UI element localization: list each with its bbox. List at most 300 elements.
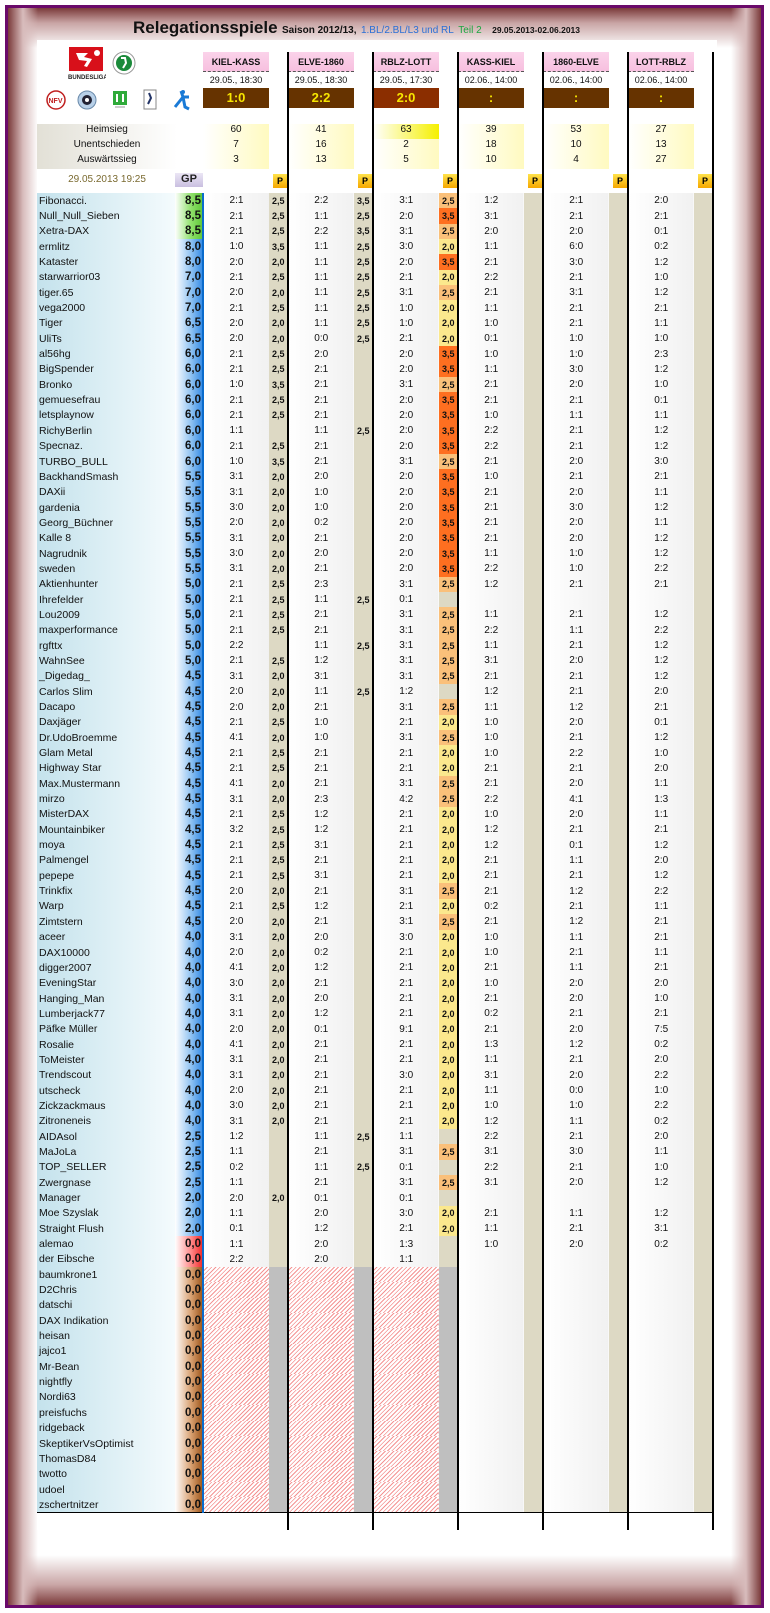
tip-score: 1:1 xyxy=(458,300,524,315)
points-cell xyxy=(609,715,628,730)
tip-score: 2:0 xyxy=(373,500,439,515)
tip-score: 3:0 xyxy=(373,1068,439,1083)
points-cell xyxy=(609,853,628,868)
title-main: Relegationsspiele xyxy=(133,18,278,37)
tip-score: 2:1 xyxy=(628,960,694,975)
table-row xyxy=(37,423,713,438)
tip-cell xyxy=(458,1359,524,1374)
points-cell xyxy=(269,1144,288,1159)
player-name: Georg_Büchner xyxy=(37,515,175,530)
points-cell: 2,5 xyxy=(354,684,373,699)
points-cell xyxy=(354,730,373,745)
points-cell xyxy=(354,837,373,852)
points-cell xyxy=(524,1344,543,1359)
player-name: utscheck xyxy=(37,1083,175,1098)
tip-score: 1:2 xyxy=(628,362,694,377)
points-cell xyxy=(609,346,628,361)
points-cell xyxy=(524,331,543,346)
points-cell xyxy=(694,1313,713,1328)
points-cell xyxy=(354,1114,373,1129)
tip-score: 4:1 xyxy=(203,776,269,791)
points-cell xyxy=(609,1206,628,1221)
tip-score: 1:1 xyxy=(628,485,694,500)
points-cell xyxy=(609,1298,628,1313)
points-cell: 2,0 xyxy=(439,715,458,730)
points-cell: 2,0 xyxy=(269,684,288,699)
table-row xyxy=(37,561,713,576)
points-cell xyxy=(524,423,543,438)
points-cell xyxy=(609,960,628,975)
points-cell xyxy=(609,1175,628,1190)
points-cell xyxy=(354,745,373,760)
points-cell xyxy=(354,377,373,392)
tip-score: 4:1 xyxy=(203,730,269,745)
tip-score: 2:1 xyxy=(458,454,524,469)
points-cell xyxy=(524,1328,543,1343)
tip-score: 2:1 xyxy=(203,592,269,607)
nfv-logo xyxy=(46,90,66,115)
points-cell xyxy=(524,1497,543,1512)
points-cell xyxy=(694,469,713,484)
points-cell xyxy=(609,930,628,945)
tip-score: 2:0 xyxy=(203,1190,269,1205)
tip-score: 2:0 xyxy=(373,208,439,223)
tip-score: 1:2 xyxy=(288,653,354,668)
tip-score: 2:1 xyxy=(458,669,524,684)
tip-score: 2:1 xyxy=(373,960,439,975)
title-season: Saison 2012/13, xyxy=(282,25,357,36)
player-name: vega2000 xyxy=(37,300,175,315)
table-row xyxy=(37,914,713,929)
tip-score: 1:2 xyxy=(628,285,694,300)
points-cell xyxy=(524,546,543,561)
points-cell xyxy=(269,1267,288,1282)
points-cell: 2,5 xyxy=(269,224,288,239)
points-cell xyxy=(439,1282,458,1297)
tip-score: 0:2 xyxy=(628,239,694,254)
table-row xyxy=(37,1267,713,1282)
tip-score: 2:1 xyxy=(373,1006,439,1021)
tip-cell-missing xyxy=(203,1298,269,1313)
gp-total: 4,0 xyxy=(175,1037,203,1052)
gp-total: 4,5 xyxy=(175,822,203,837)
points-cell xyxy=(439,1436,458,1451)
tip-score: 2:0 xyxy=(543,454,609,469)
points-sort-button[interactable]: P xyxy=(358,174,372,188)
points-cell xyxy=(354,1022,373,1037)
points-cell: 2,0 xyxy=(439,300,458,315)
tip-score: 2:2 xyxy=(458,791,524,806)
points-cell xyxy=(609,592,628,607)
tip-score: 1:1 xyxy=(373,1252,439,1267)
tip-score: 2:1 xyxy=(373,976,439,991)
gp-total: 0,0 xyxy=(175,1252,203,1267)
tip-score: 1:1 xyxy=(543,408,609,423)
points-cell xyxy=(354,485,373,500)
points-cell xyxy=(524,745,543,760)
gp-total: 4,5 xyxy=(175,837,203,852)
tip-score: 0:1 xyxy=(628,715,694,730)
points-cell xyxy=(694,515,713,530)
player-name: rgfttx xyxy=(37,638,175,653)
tip-score: 1:1 xyxy=(288,254,354,269)
points-sort-button[interactable]: P xyxy=(443,174,457,188)
tip-score: 2:1 xyxy=(203,761,269,776)
table-row xyxy=(37,1298,713,1313)
tip-score: 2:1 xyxy=(628,300,694,315)
tip-score: 3:1 xyxy=(458,1068,524,1083)
tip-score: 3:1 xyxy=(543,285,609,300)
points-cell xyxy=(609,653,628,668)
tip-score: 2:1 xyxy=(203,807,269,822)
player-name: digger2007 xyxy=(37,960,175,975)
tip-score: 2:0 xyxy=(543,531,609,546)
player-name: Bronko xyxy=(37,377,175,392)
tip-score xyxy=(628,1190,694,1205)
tip-score: 1:2 xyxy=(628,1206,694,1221)
points-cell xyxy=(524,960,543,975)
points-sort-button[interactable]: P xyxy=(273,174,287,188)
tip-cell-missing xyxy=(373,1497,439,1512)
points-cell: 3,5 xyxy=(439,561,458,576)
tip-score: 2:1 xyxy=(373,715,439,730)
tip-score: 1:2 xyxy=(543,699,609,714)
tip-score xyxy=(458,1252,524,1267)
points-cell: 2,5 xyxy=(269,837,288,852)
points-cell xyxy=(609,699,628,714)
tip-score: 1:0 xyxy=(458,408,524,423)
tip-score: 2:1 xyxy=(288,623,354,638)
tip-score: 1:2 xyxy=(628,607,694,622)
player-name: UliTs xyxy=(37,331,175,346)
tip-score: 1:0 xyxy=(543,1098,609,1113)
table-row xyxy=(37,1467,713,1482)
tip-cell xyxy=(458,1313,524,1328)
tip-score: 2:1 xyxy=(373,745,439,760)
points-cell: 2,5 xyxy=(269,300,288,315)
points-cell xyxy=(524,930,543,945)
table-row xyxy=(37,669,713,684)
points-cell xyxy=(694,485,713,500)
tip-cell xyxy=(458,1298,524,1313)
points-cell xyxy=(524,1467,543,1482)
points-cell xyxy=(694,592,713,607)
points-cell xyxy=(609,1052,628,1067)
points-cell xyxy=(439,1298,458,1313)
gp-total: 4,5 xyxy=(175,868,203,883)
points-cell xyxy=(694,300,713,315)
points-cell xyxy=(694,914,713,929)
tip-score: 3:1 xyxy=(373,699,439,714)
gp-total: 2,5 xyxy=(175,1175,203,1190)
tip-score: 2:0 xyxy=(203,699,269,714)
tip-score: 2:1 xyxy=(543,1006,609,1021)
player-name: Nordi63 xyxy=(37,1390,175,1405)
tip-score: 1:0 xyxy=(373,316,439,331)
tip-score: 2:1 xyxy=(543,1221,609,1236)
tip-score: 2:1 xyxy=(203,392,269,407)
tip-score: 2:0 xyxy=(628,193,694,208)
tip-cell-missing xyxy=(203,1344,269,1359)
table-row xyxy=(37,1006,713,1021)
points-cell: 2,0 xyxy=(269,546,288,561)
tip-score: 2:1 xyxy=(288,883,354,898)
table-row xyxy=(37,224,713,239)
gp-header: GP xyxy=(175,173,203,187)
table-row xyxy=(37,531,713,546)
tip-score: 2:0 xyxy=(628,761,694,776)
gp-total: 4,5 xyxy=(175,776,203,791)
tip-cell xyxy=(458,1344,524,1359)
player-name: Kataster xyxy=(37,254,175,269)
player-name: Carlos Slim xyxy=(37,684,175,699)
points-cell: 2,0 xyxy=(269,991,288,1006)
points-cell xyxy=(694,1083,713,1098)
points-cell: 2,0 xyxy=(269,699,288,714)
gp-total: 4,0 xyxy=(175,1068,203,1083)
points-cell: 2,5 xyxy=(439,224,458,239)
tip-score: 4:1 xyxy=(203,960,269,975)
points-cell xyxy=(694,1052,713,1067)
tip-score: 2:1 xyxy=(203,193,269,208)
points-cell xyxy=(694,454,713,469)
points-cell: 2,5 xyxy=(354,270,373,285)
points-cell: 2,0 xyxy=(269,791,288,806)
tip-score: 2:1 xyxy=(543,607,609,622)
points-cell xyxy=(439,1236,458,1251)
points-cell xyxy=(354,1421,373,1436)
tip-cell xyxy=(458,1328,524,1343)
points-cell xyxy=(609,239,628,254)
tip-score: 1:1 xyxy=(288,208,354,223)
tip-score: 1:1 xyxy=(458,239,524,254)
tip-cell xyxy=(543,1390,609,1405)
tip-score: 3:1 xyxy=(373,623,439,638)
tip-score: 3:0 xyxy=(543,254,609,269)
tip-score: 2:1 xyxy=(543,423,609,438)
tip-score: 2:1 xyxy=(288,776,354,791)
points-cell: 2,5 xyxy=(439,730,458,745)
points-cell xyxy=(524,1451,543,1466)
tip-cell xyxy=(628,1451,694,1466)
tip-score: 2:0 xyxy=(543,377,609,392)
points-cell xyxy=(609,515,628,530)
tip-score: 1:3 xyxy=(458,1037,524,1052)
table-row xyxy=(37,392,713,407)
points-cell xyxy=(609,1098,628,1113)
player-name: ermlitz xyxy=(37,239,175,254)
points-cell xyxy=(694,577,713,592)
points-cell: 2,0 xyxy=(439,1221,458,1236)
player-name: tiger.65 xyxy=(37,285,175,300)
points-cell xyxy=(354,807,373,822)
points-cell xyxy=(694,408,713,423)
tip-score: 2:1 xyxy=(288,392,354,407)
tip-score: 2:2 xyxy=(458,1160,524,1175)
player-name: pepepe xyxy=(37,868,175,883)
gp-total: 6,5 xyxy=(175,331,203,346)
player-name: Päfke Müller xyxy=(37,1022,175,1037)
gp-total: 4,5 xyxy=(175,730,203,745)
player-name: preisfuchs xyxy=(37,1405,175,1420)
tip-score: 2:1 xyxy=(458,531,524,546)
points-cell: 3,5 xyxy=(269,239,288,254)
tip-cell-missing xyxy=(203,1467,269,1482)
player-name: Xetra-DAX xyxy=(37,224,175,239)
tip-score: 2:1 xyxy=(628,1006,694,1021)
gp-total: 4,0 xyxy=(175,1052,203,1067)
player-name: ToMeister xyxy=(37,1052,175,1067)
points-cell xyxy=(694,945,713,960)
points-cell xyxy=(524,1114,543,1129)
points-cell xyxy=(439,1390,458,1405)
points-cell xyxy=(694,1328,713,1343)
tip-cell-missing xyxy=(288,1482,354,1497)
points-cell: 2,0 xyxy=(439,837,458,852)
tip-score: 2:1 xyxy=(543,1129,609,1144)
points-cell xyxy=(694,837,713,852)
table-row xyxy=(37,592,713,607)
tip-score: 1:0 xyxy=(288,730,354,745)
tip-score: 1:1 xyxy=(458,362,524,377)
points-cell: 3,5 xyxy=(439,546,458,561)
tip-score: 2:0 xyxy=(373,515,439,530)
points-cell xyxy=(694,745,713,760)
tip-score: 2:1 xyxy=(203,837,269,852)
gp-total: 6,0 xyxy=(175,377,203,392)
table-row xyxy=(37,699,713,714)
points-cell: 2,0 xyxy=(439,822,458,837)
match-time: 02.06., 14:00 xyxy=(634,75,688,85)
tip-score: 2:0 xyxy=(373,408,439,423)
points-cell xyxy=(609,822,628,837)
tip-score: 2:1 xyxy=(628,822,694,837)
points-cell: 3,5 xyxy=(439,362,458,377)
tip-score: 1:1 xyxy=(628,899,694,914)
table-row xyxy=(37,791,713,806)
tip-score: 2:1 xyxy=(203,300,269,315)
tip-score: 1:2 xyxy=(628,500,694,515)
points-cell xyxy=(524,699,543,714)
points-cell xyxy=(354,1313,373,1328)
tip-score: 3:1 xyxy=(203,1006,269,1021)
match-result: : xyxy=(628,88,694,108)
points-cell xyxy=(609,485,628,500)
points-cell xyxy=(524,607,543,622)
gp-total: 5,0 xyxy=(175,607,203,622)
gp-total: 4,0 xyxy=(175,1022,203,1037)
points-cell: 2,0 xyxy=(269,730,288,745)
tip-cell-missing xyxy=(203,1497,269,1512)
gp-total: 0,0 xyxy=(175,1374,203,1389)
points-cell xyxy=(524,239,543,254)
points-cell xyxy=(524,1482,543,1497)
tip-score: 2:0 xyxy=(288,1252,354,1267)
tip-cell-missing xyxy=(288,1344,354,1359)
league3-logo xyxy=(112,90,128,115)
points-cell xyxy=(694,1068,713,1083)
points-cell xyxy=(694,193,713,208)
tip-score: 1:1 xyxy=(458,1083,524,1098)
player-name: twotto xyxy=(37,1467,175,1482)
points-cell xyxy=(354,408,373,423)
gp-total: 4,0 xyxy=(175,991,203,1006)
tip-score: 2:1 xyxy=(628,930,694,945)
points-cell xyxy=(524,1359,543,1374)
points-cell: 2,0 xyxy=(269,976,288,991)
tip-score: 1:2 xyxy=(628,531,694,546)
points-cell xyxy=(439,684,458,699)
points-cell: 2,5 xyxy=(439,1175,458,1190)
tip-cell xyxy=(628,1390,694,1405)
points-cell: 2,0 xyxy=(269,1022,288,1037)
tip-score: 3:1 xyxy=(203,991,269,1006)
table-row xyxy=(37,500,713,515)
points-cell xyxy=(694,1221,713,1236)
points-cell xyxy=(354,1206,373,1221)
gp-total: 8,5 xyxy=(175,193,203,208)
tip-cell-missing xyxy=(203,1282,269,1297)
player-name: Specnaz. xyxy=(37,439,175,454)
player-name: Mountainbiker xyxy=(37,822,175,837)
points-cell xyxy=(354,1467,373,1482)
match-result: 2:2 xyxy=(288,88,354,108)
tip-score: 2:2 xyxy=(458,439,524,454)
points-cell xyxy=(609,270,628,285)
tip-score: 1:1 xyxy=(288,239,354,254)
points-cell xyxy=(694,899,713,914)
tip-score: 2:1 xyxy=(373,991,439,1006)
points-cell xyxy=(354,346,373,361)
gp-total: 6,5 xyxy=(175,316,203,331)
tip-score: 3:1 xyxy=(373,669,439,684)
tip-cell xyxy=(628,1497,694,1512)
points-cell xyxy=(524,1022,543,1037)
table-row xyxy=(37,316,713,331)
table-row xyxy=(37,469,713,484)
points-sort-button[interactable]: P xyxy=(528,174,542,188)
player-name: DAX Indikation xyxy=(37,1313,175,1328)
tip-score: 2:1 xyxy=(288,1037,354,1052)
points-cell: 3,5 xyxy=(269,454,288,469)
tip-cell-missing xyxy=(373,1313,439,1328)
tip-score: 2:1 xyxy=(543,822,609,837)
points-cell: 2,5 xyxy=(439,285,458,300)
points-cell: 2,0 xyxy=(269,945,288,960)
table-row xyxy=(37,930,713,945)
tip-score: 1:0 xyxy=(543,331,609,346)
points-cell xyxy=(439,1190,458,1205)
tip-score: 2:1 xyxy=(458,883,524,898)
points-cell: 2,0 xyxy=(439,761,458,776)
tip-score: 0:1 xyxy=(203,1221,269,1236)
tip-score: 1:2 xyxy=(628,254,694,269)
tip-score: 2:1 xyxy=(543,1160,609,1175)
points-cell xyxy=(269,1175,288,1190)
table-row xyxy=(37,1313,713,1328)
column-divider xyxy=(712,52,714,1530)
gp-total: 0,0 xyxy=(175,1421,203,1436)
tip-cell xyxy=(543,1467,609,1482)
tip-score: 2:1 xyxy=(288,561,354,576)
points-sort-button[interactable]: P xyxy=(698,174,712,188)
stat-heimsieg: 41 xyxy=(288,124,354,139)
player-name: Zimtstern xyxy=(37,914,175,929)
points-sort-button[interactable]: P xyxy=(613,174,627,188)
tip-score: 2:1 xyxy=(373,1052,439,1067)
gp-total: 5,5 xyxy=(175,500,203,515)
gp-total: 5,0 xyxy=(175,592,203,607)
